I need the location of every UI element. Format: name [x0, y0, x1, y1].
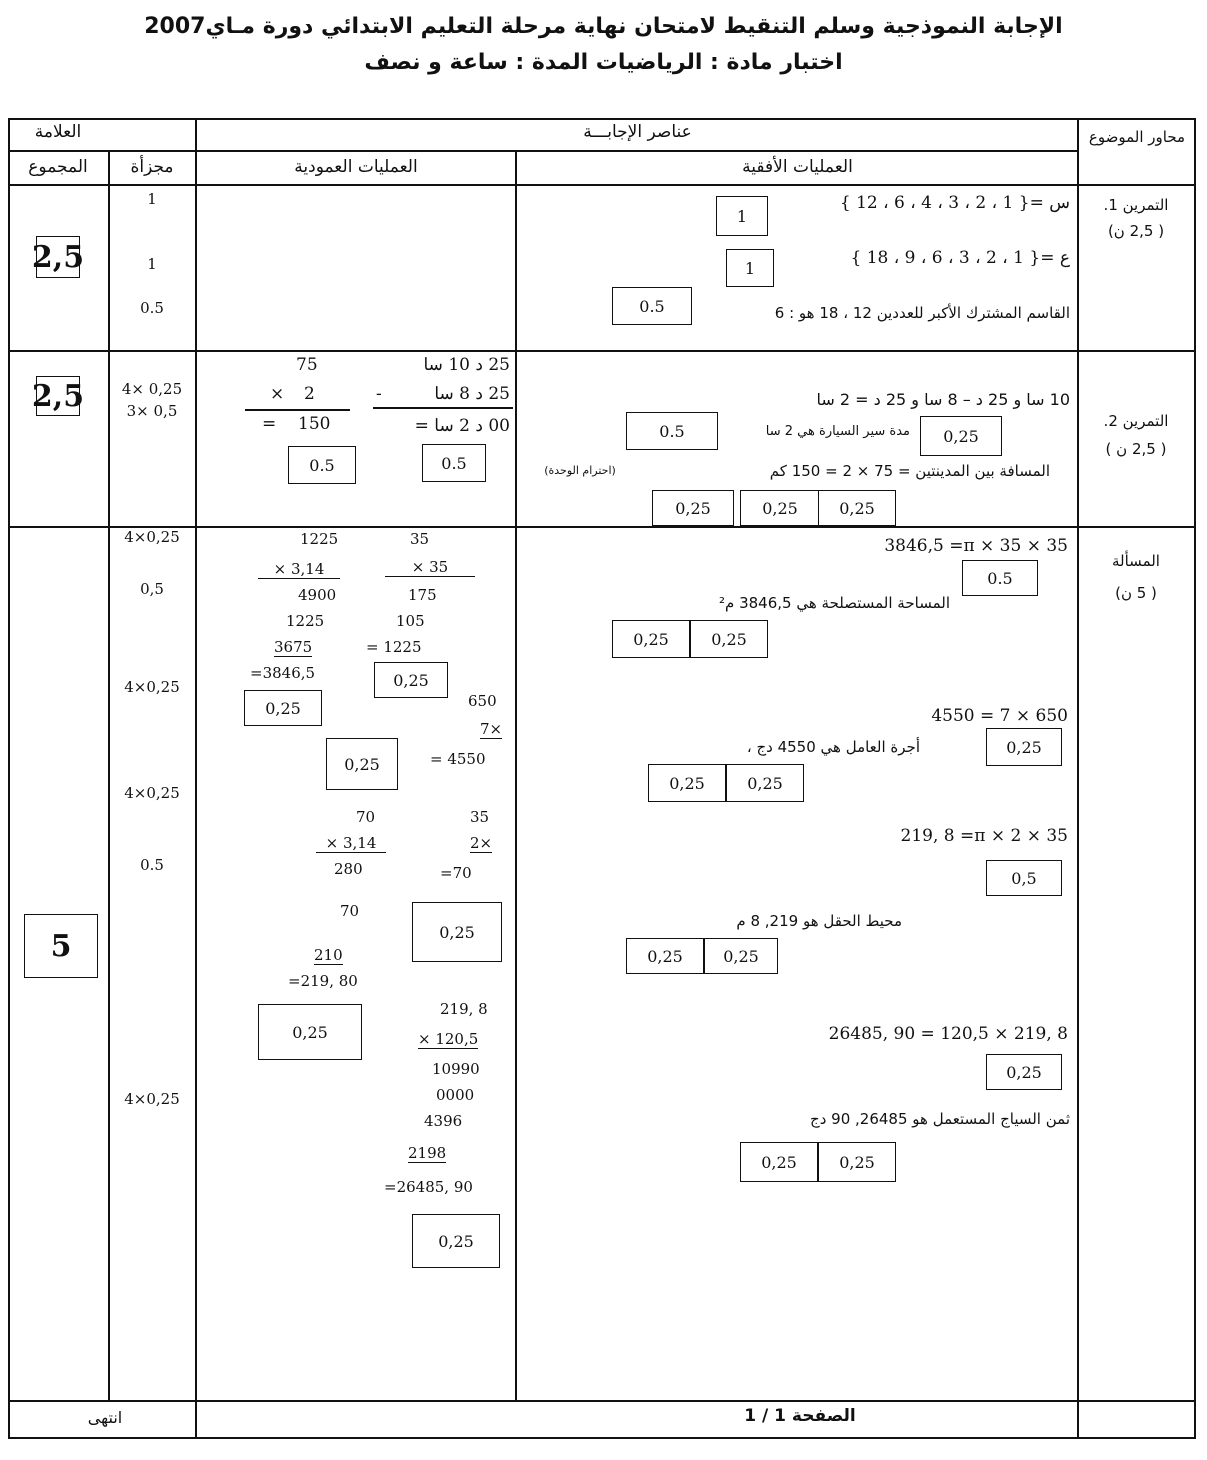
- ex2-horiz-box-b2: 0,25: [740, 490, 820, 526]
- v2198-e: 4396: [424, 1112, 463, 1130]
- doc-title-line1: الإجابة النموذجية وسلم التنقيط لامتحان نهاية مرحلة التعليم الابتدائي دورة مـاي2007: [144, 14, 1063, 39]
- v1225-e: 3675: [274, 638, 313, 656]
- v2198-b: × 120,5: [418, 1030, 479, 1048]
- v1225-c: 4900: [298, 586, 337, 604]
- v2198-a: 219, 8: [440, 1000, 488, 1018]
- ex2-unit-note: (احترام الوحدة): [544, 464, 616, 477]
- ex1-axis-points: ( 2,5 ن): [1107, 222, 1165, 240]
- v70-f: =219, 80: [288, 972, 358, 990]
- v35-b: × 35: [385, 558, 475, 577]
- h-score-box-2: 0,25: [612, 620, 690, 658]
- ex2-horiz-line1: 10 سا و 25 د – 8 سا و 25 د = 2 سا: [816, 390, 1070, 409]
- v-score-box-6: 0,25: [412, 1214, 500, 1268]
- problem-h3: 4550 = 7 × 650: [931, 706, 1068, 726]
- ex2-horiz-line3: المسافة بين المدينتين = 75 × 2 = 150 كم: [769, 462, 1050, 480]
- v650-b: 7×: [480, 720, 503, 738]
- v1225-b: × 3,14: [258, 560, 340, 579]
- ex1-score-box-3: 0.5: [612, 287, 692, 325]
- ex1-total-score: 2,5: [36, 236, 80, 278]
- h-score-box-4: 0,25: [986, 728, 1062, 766]
- problem-h8: ثمن السياج المستعمل هو 26485, 90 دج: [810, 1110, 1070, 1128]
- problem-partial-3: 4×0,25: [124, 678, 180, 696]
- v35-c: 175: [408, 586, 437, 604]
- ex2-total-score: 2,5: [36, 376, 80, 416]
- v2198-f: 2198: [408, 1144, 447, 1162]
- problem-total-score: 5: [24, 914, 98, 978]
- header-axes: محاور الموضوع: [1088, 128, 1186, 146]
- problem-partial-2: 0,5: [140, 580, 164, 598]
- footer-page: الصفحة 1 / 1: [744, 1406, 856, 1426]
- ex2-axis-title: التمرين 2.: [1103, 412, 1169, 430]
- v-score-box-5: 0,25: [258, 1004, 362, 1060]
- problem-h2: المساحة المستصلحة هي 3846,5 م²: [719, 594, 950, 612]
- ex1-partial-3: 0.5: [140, 299, 164, 317]
- ex1-gcd-text: القاسم المشترك الأكبر للعددين 12 ، 18 هو : 6: [774, 304, 1070, 322]
- problem-h6: محيط الحقل هو 219, 8 م: [736, 912, 902, 930]
- ex2-horiz-box-b3: 0,25: [818, 490, 896, 526]
- problem-partial-5: 0.5: [140, 856, 164, 874]
- v1225-d: 1225: [286, 612, 325, 630]
- ex1-set-s: س ={ 1 ، 2 ، 3 ، 4 ، 6 ، 12 }: [839, 193, 1070, 213]
- ex1-partial-2: 1: [147, 255, 157, 273]
- ex2-horiz-box-b1: 0,25: [652, 490, 734, 526]
- v-score-box-3: 0,25: [326, 738, 398, 790]
- ex2-horiz-box-a1: 0.5: [626, 412, 718, 450]
- ex2-vert-mult-sign: ×: [270, 384, 285, 404]
- v35b-c: =70: [440, 864, 472, 882]
- v-score-box-2: 0,25: [244, 690, 322, 726]
- v70-d: 70: [340, 902, 360, 920]
- ex1-set-a: ع ={ 1 ، 2 ، 3 ، 6 ، 9 ، 18 }: [850, 248, 1070, 268]
- header-answer-elements: عناصر الإجابـــة: [583, 122, 692, 142]
- problem-partial-6: 4×0,25: [124, 1090, 180, 1108]
- ex2-horiz-line2: مدة سير السيارة هي 2 سا: [765, 424, 910, 439]
- h-score-box-11: 0,25: [740, 1142, 818, 1182]
- problem-partial-1: 4×0,25: [124, 528, 180, 546]
- v2198-c: 10990: [432, 1060, 480, 1078]
- v70-a: 70: [356, 808, 376, 826]
- ex1-score-box-2: 1: [726, 249, 774, 287]
- v1225-f: =3846,5: [250, 664, 316, 682]
- v650-c: = 4550: [430, 750, 486, 768]
- h-score-box-7: 0,5: [986, 860, 1062, 896]
- v650-a: 650: [468, 692, 497, 710]
- h-score-box-8: 0,25: [626, 938, 704, 974]
- header-total: المجموع: [28, 157, 88, 177]
- header-grade: العلامة: [34, 122, 82, 142]
- ex2-vert-box-2: 0.5: [422, 444, 486, 482]
- ex2-axis-points: ( 2,5 ن ): [1105, 440, 1167, 458]
- v35b-a: 35: [470, 808, 490, 826]
- ex2-vert-time-minus: -: [376, 384, 382, 404]
- problem-h5: 219, 8 =π × 2 × 35: [900, 826, 1068, 846]
- ex2-partial-2: 3× 0,5: [126, 402, 178, 420]
- doc-title-line2: اختبار مادة : الرياضيات المدة : ساعة و نصف: [364, 50, 843, 75]
- v35b-b: 2×: [470, 834, 493, 852]
- v70-e: 210: [314, 946, 343, 964]
- h-score-box-12: 0,25: [818, 1142, 896, 1182]
- problem-h7: 26485, 90 = 120,5 × 219, 8: [828, 1024, 1068, 1044]
- h-score-box-1: 0.5: [962, 560, 1038, 596]
- ex2-partial-1: 4× 0,25: [121, 380, 183, 398]
- problem-h1: 3846,5 =π × 35 × 35: [884, 536, 1068, 556]
- ex1-axis-title: التمرين 1.: [1103, 196, 1169, 214]
- ex2-vert-time-1: 25 د 10 سا: [423, 355, 510, 375]
- header-partial: مجزأة: [130, 157, 174, 177]
- h-score-box-10: 0,25: [986, 1054, 1062, 1090]
- v70-c: 280: [334, 860, 363, 878]
- ex2-vert-time-2: 25 د 8 سا: [434, 384, 510, 404]
- h-score-box-9: 0,25: [704, 938, 778, 974]
- v35-d: 105: [396, 612, 425, 630]
- header-vertical-ops: العمليات العمودية: [294, 157, 418, 177]
- v35-a: 35: [410, 530, 430, 548]
- header-horizontal-ops: العمليات الأفقية: [742, 157, 853, 177]
- h-score-box-3: 0,25: [690, 620, 768, 658]
- ex2-vert-mult-75: 75: [296, 355, 318, 375]
- v2198-d: 0000: [436, 1086, 475, 1104]
- v2198-g: =26485, 90: [384, 1178, 473, 1196]
- problem-axis-title: المسألة: [1112, 552, 1160, 570]
- ex2-vert-mult-eq: =: [262, 414, 277, 434]
- footer-end: انتهى: [87, 1408, 123, 1427]
- v70-b: × 3,14: [316, 834, 386, 853]
- ex1-score-box-1: 1: [716, 196, 768, 236]
- v35-e: = 1225: [366, 638, 422, 656]
- ex2-horiz-box-a2: 0,25: [920, 416, 1002, 456]
- v-score-box-1: 0,25: [374, 662, 448, 698]
- problem-h4: أجرة العامل هي 4550 دج ،: [746, 738, 920, 756]
- h-score-box-6: 0,25: [726, 764, 804, 802]
- ex2-vert-box-1: 0.5: [288, 446, 356, 484]
- h-score-box-5: 0,25: [648, 764, 726, 802]
- v-score-box-4: 0,25: [412, 902, 502, 962]
- problem-axis-points: ( 5 ن): [1115, 584, 1157, 602]
- ex2-vert-time-result: 00 د 2 سا =: [414, 416, 510, 436]
- problem-partial-4: 4×0,25: [124, 784, 180, 802]
- ex1-partial-1: 1: [147, 190, 157, 208]
- v1225-a: 1225: [300, 530, 339, 548]
- ex2-vert-mult-150: 150: [298, 414, 331, 434]
- ex2-vert-mult-2: 2: [304, 384, 315, 404]
